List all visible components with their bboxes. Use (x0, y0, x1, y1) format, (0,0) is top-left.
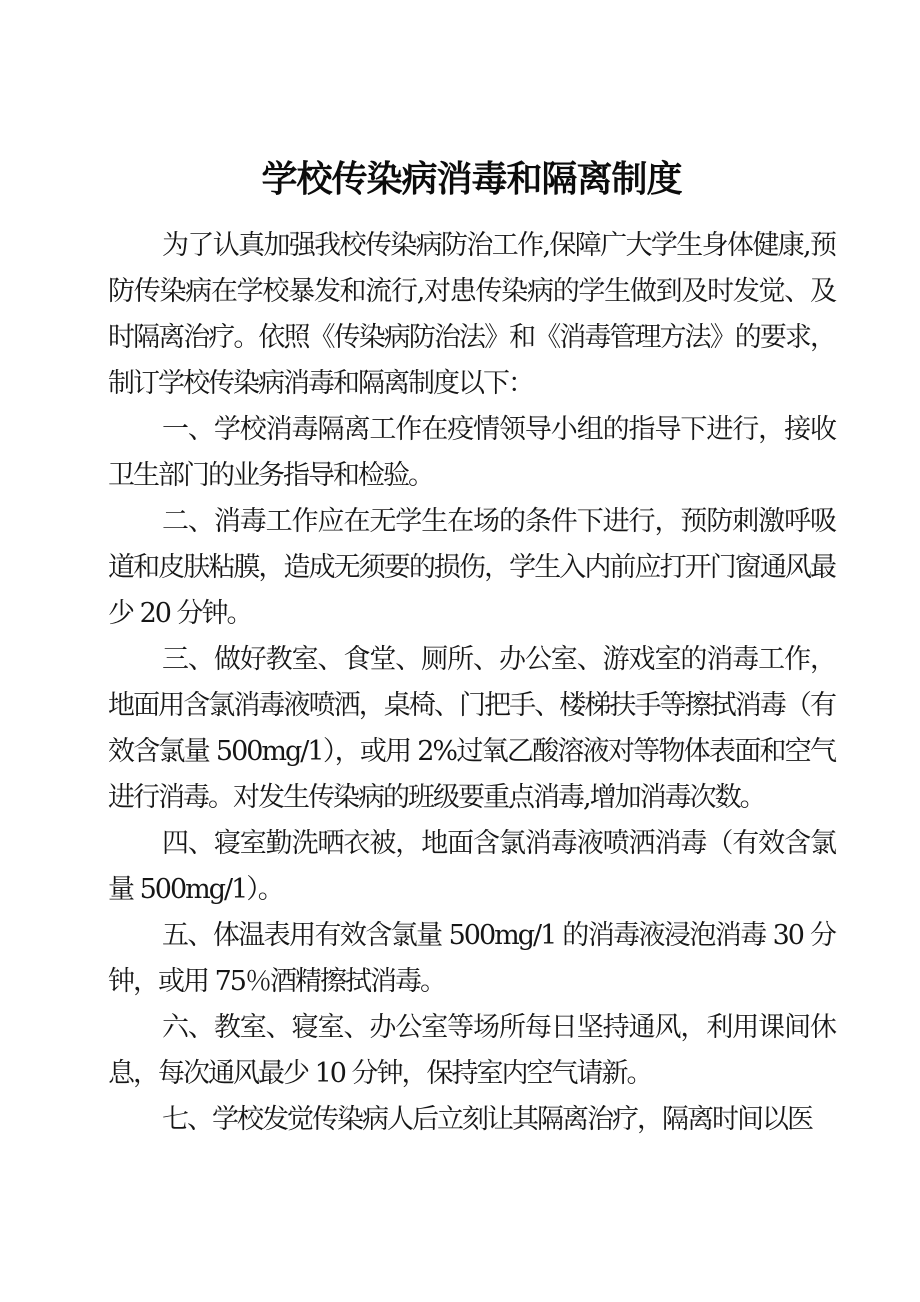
paragraph-item-4: 四、寝室勤洗晒衣被，地面含氯消毒液喷洒消毒（有效含氯量 500mg/1）。 (108, 828, 835, 905)
paragraph-intro: 为了认真加强我校传染病防治工作,保障广大学生身体健康,预防传染病在学校暴发和流行,对患传染病的学生做到及时发觉、及时隔离治疗。依照《传染病防治法》和《消毒管理方法》的要求，制订学校传染病消毒和隔离制度以下： (108, 230, 835, 399)
document-title: 学校传染病消毒和隔离制度 (261, 158, 682, 200)
paragraph-item-3: 三、做好教室、食堂、厕所、办公室、游戏室的消毒工作，地面用含氯消毒液喷洒，桌椅、门把手、楼梯扶手等擦拭消毒（有效含氯量 500mg/1），或用 2%过氧乙酸溶液对等物体表面和空气进行消毒。对发生传染病的班级要重点消毒,增加消毒次数。 (108, 644, 835, 813)
paragraph-item-1: 一、学校消毒隔离工作在疫情领导小组的指导下进行，接收卫生部门的业务指导和检验。 (108, 414, 835, 491)
paragraph-item-2: 二、消毒工作应在无学生在场的条件下进行，预防刺激呼吸道和皮肤粘膜，造成无须要的损伤，学生入内前应打开门窗通风最少 20 分钟。 (108, 506, 835, 629)
paragraph-item-5: 五、体温表用有效含氯量 500mg/1 的消毒液浸泡消毒 30 分钟，或用 75％酒精擦拭消毒。 (108, 920, 835, 997)
document-content (108, 0, 835, 1143)
document-body (108, 223, 835, 1143)
paragraph-item-7: 七、学校发觉传染病人后立刻让其隔离治疗，隔离时间以医 (162, 1104, 812, 1135)
paragraph-item-6: 六、教室、寝室、办公室等场所每日坚持通风，利用课间休息，每次通风最少 10 分钟，保持室内空气请新。 (108, 1012, 835, 1089)
